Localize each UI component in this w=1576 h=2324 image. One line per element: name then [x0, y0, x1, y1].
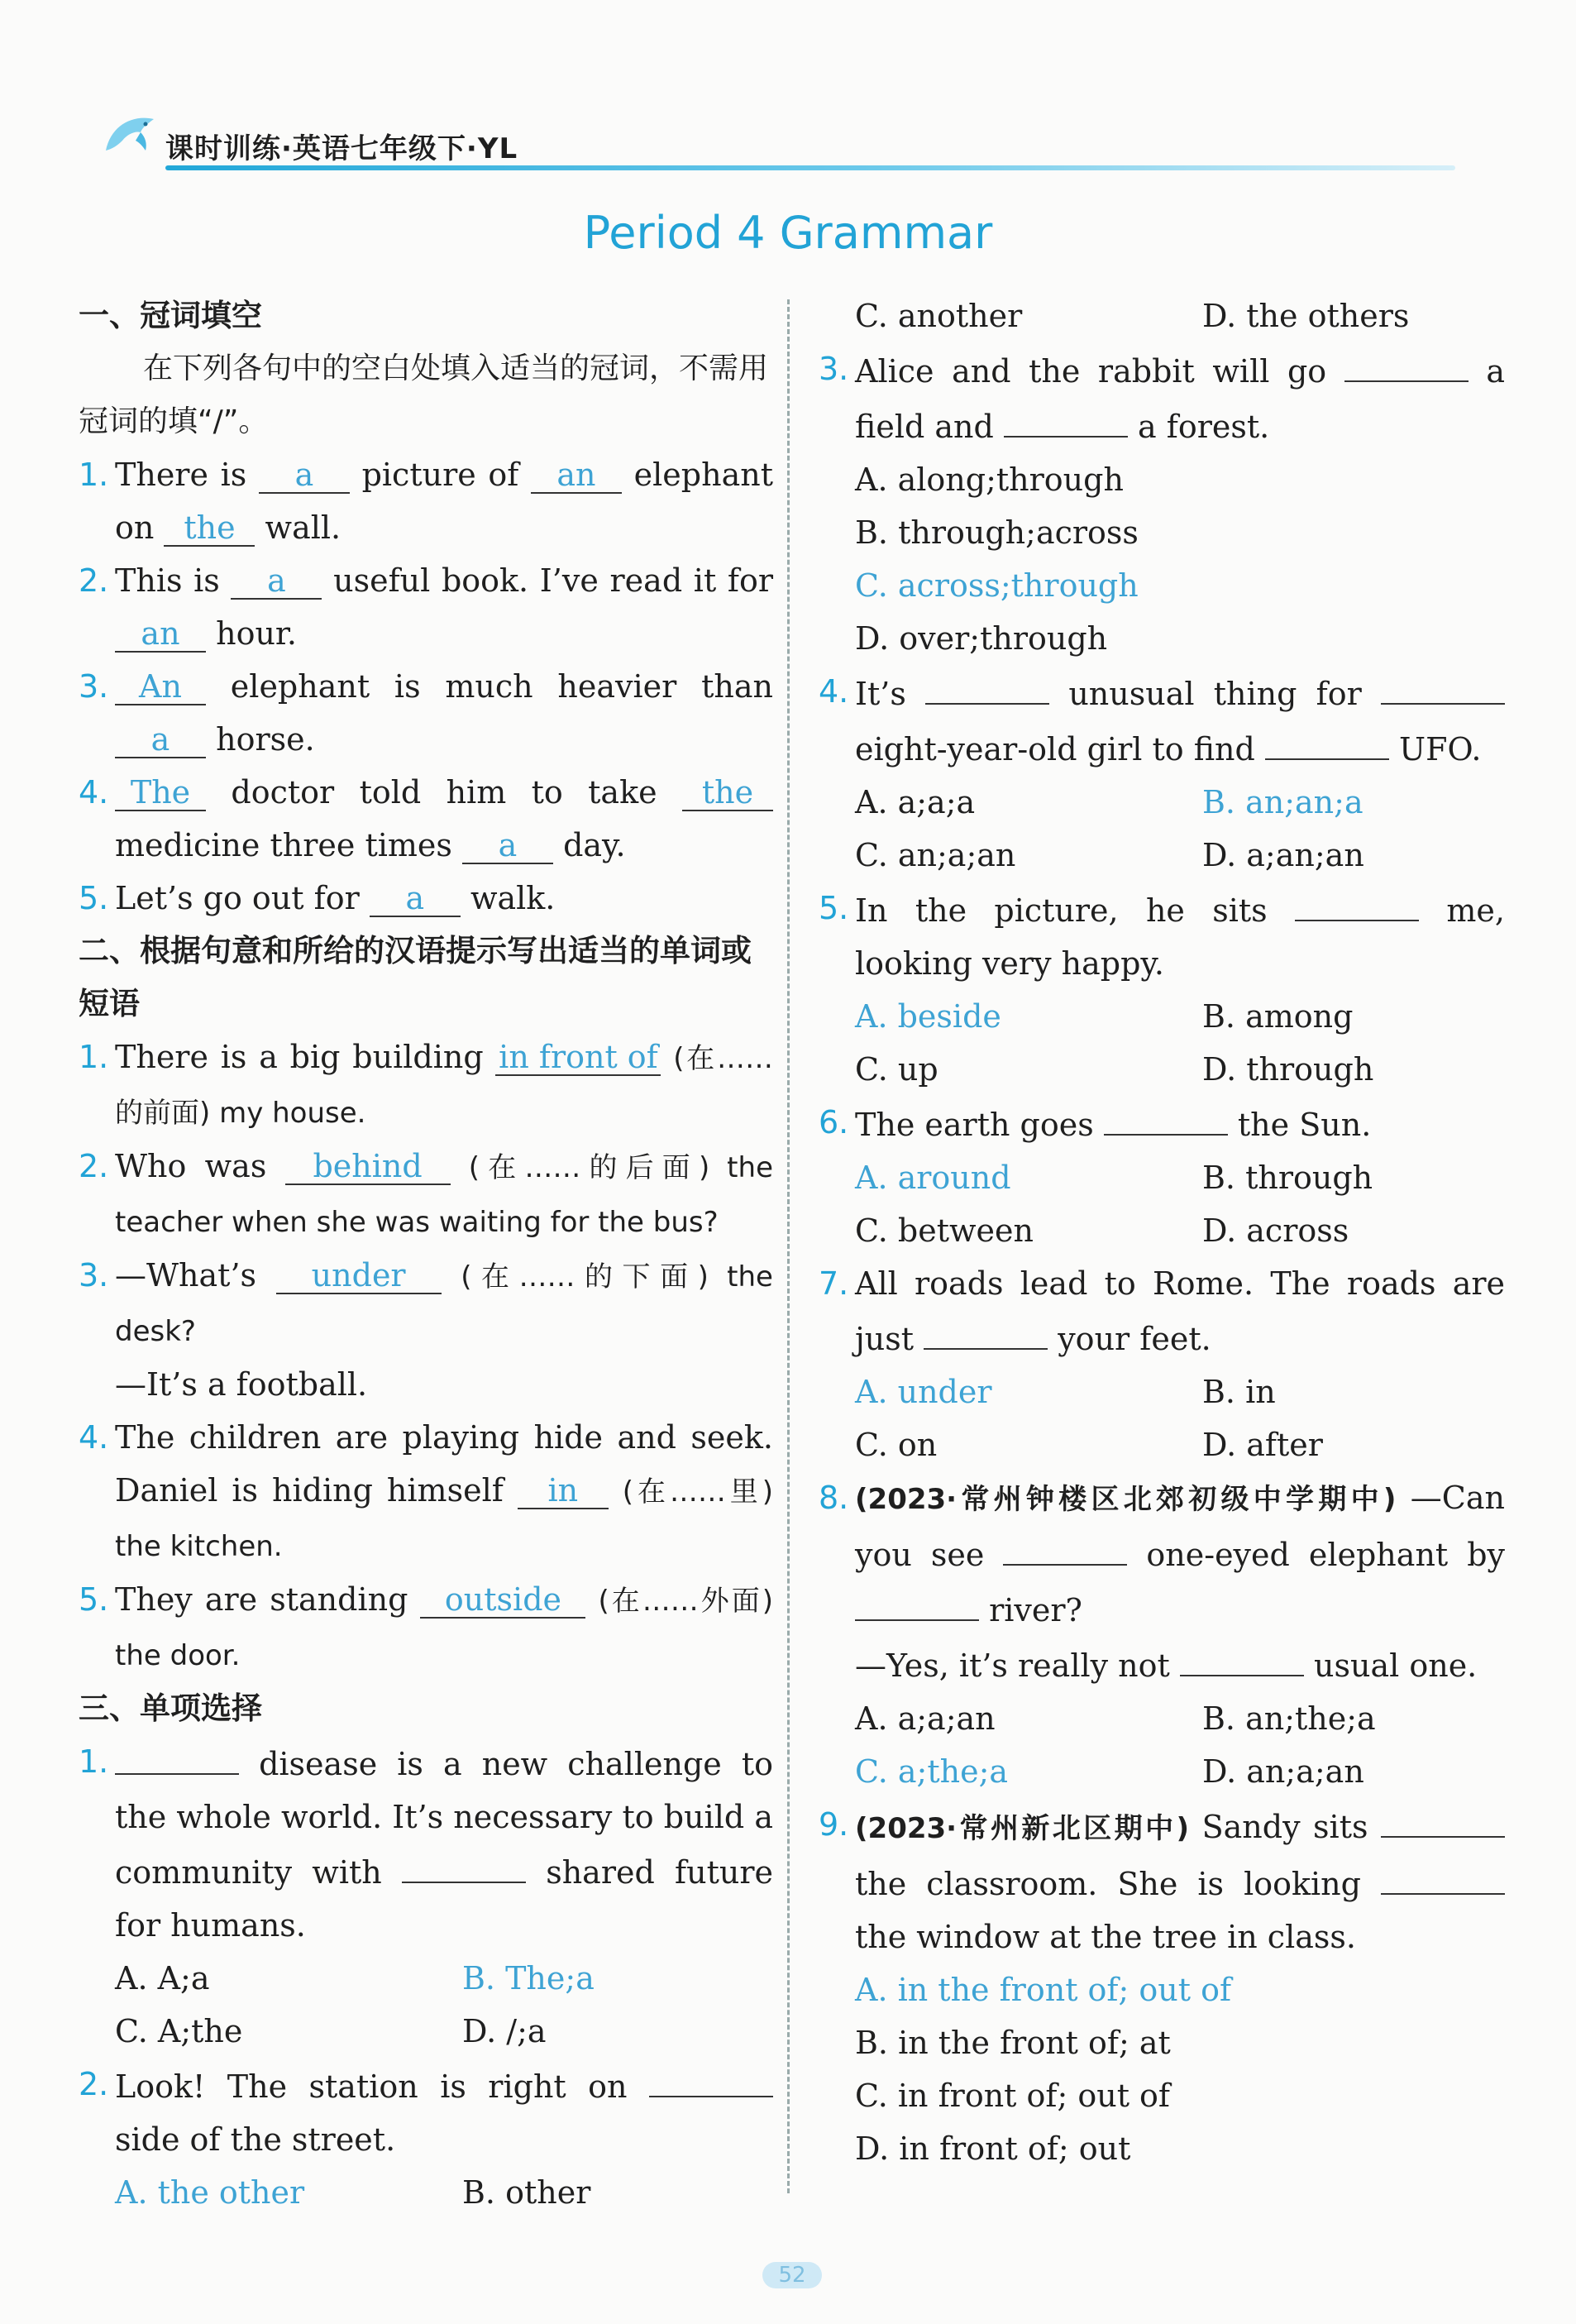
- option-c[interactable]: C. in front of; out of: [855, 2078, 1170, 2114]
- option-a-correct[interactable]: A. the other: [115, 2174, 305, 2211]
- s1-question-2: [79, 554, 773, 660]
- option-c-correct[interactable]: C. a;the;a: [855, 1753, 1009, 1790]
- answer-blank[interactable]: under: [276, 1255, 442, 1294]
- right-column: [819, 289, 1505, 2175]
- section1-heading: 一、冠词填空: [79, 298, 262, 333]
- question-number: 2.: [79, 562, 109, 599]
- question-text: They are standing: [115, 1581, 408, 1618]
- option-a[interactable]: A. along;through: [855, 461, 1124, 498]
- s3-question-1: [79, 1735, 773, 1952]
- answer-blank[interactable]: The: [115, 772, 206, 811]
- question-text: usual one.: [1314, 1647, 1478, 1684]
- option-d[interactable]: D. in front of; out: [855, 2130, 1131, 2167]
- answer-blank[interactable]: An: [115, 666, 206, 705]
- answer-blank[interactable]: a: [231, 560, 322, 600]
- question-text: Who was: [115, 1148, 267, 1184]
- option-a[interactable]: A. a;a;an: [855, 1700, 996, 1737]
- question-text: the classroom. She is looking: [855, 1866, 1361, 1902]
- left-column: [79, 289, 773, 2219]
- dolphin-icon: [99, 108, 165, 165]
- question-text: me, looking very happy.: [855, 892, 1505, 982]
- question-text: disease is a new challenge to the whole world. It’s necessary to build a community with: [115, 1746, 773, 1891]
- answer-blank[interactable]: an: [531, 454, 622, 494]
- answer-blank[interactable]: outside: [420, 1579, 585, 1619]
- question-text: elephant on: [115, 457, 773, 546]
- question-source: (2023·常州钟楼区北郊初级中学期中): [855, 1483, 1397, 1516]
- question-text: side of the street.: [115, 2121, 396, 2158]
- s3-question-4: [819, 665, 1505, 776]
- s3-question-8: [819, 1471, 1505, 1692]
- answer-blank[interactable]: [1295, 882, 1419, 921]
- question-number: 3.: [79, 1257, 109, 1294]
- answer-blank[interactable]: [855, 1581, 979, 1621]
- question-text: eight-year-old girl to find: [855, 731, 1255, 767]
- answer-blank[interactable]: [1381, 1798, 1505, 1838]
- question-text: a forest.: [1138, 409, 1270, 445]
- option-c[interactable]: C. between: [855, 1212, 1034, 1249]
- section1-instruction: 在下列各句中的空白处填入适当的冠词，不需用冠词的填“/”。: [79, 351, 769, 438]
- question-text: There is: [115, 457, 247, 493]
- answer-blank[interactable]: [925, 665, 1049, 705]
- option-d[interactable]: D. across: [1202, 1212, 1349, 1249]
- question-text: (在……里) the kitchen.: [115, 1475, 773, 1563]
- s3-question-9: [819, 1798, 1505, 1963]
- question-text: In the picture, he sits: [855, 892, 1268, 929]
- answer-blank[interactable]: the: [682, 772, 773, 811]
- s3-question-5: [819, 882, 1505, 990]
- option-a-correct[interactable]: A. around: [855, 1160, 1011, 1196]
- question-number: 3.: [79, 668, 109, 705]
- question-text: wall.: [265, 509, 341, 546]
- question-number: 3.: [819, 351, 849, 387]
- answer-blank[interactable]: [1344, 342, 1469, 382]
- answer-blank[interactable]: [1381, 665, 1505, 705]
- answer-blank[interactable]: [1381, 1855, 1505, 1895]
- question-number: 9.: [819, 1806, 849, 1843]
- question-text: shared future for humans.: [115, 1854, 773, 1944]
- column-divider: [787, 299, 790, 2193]
- s1-question-4: [79, 766, 773, 872]
- answer-blank[interactable]: behind: [285, 1145, 451, 1185]
- question-text: unusual thing for: [1068, 676, 1362, 712]
- question-number: 5.: [79, 880, 109, 916]
- question-text: This is: [115, 562, 220, 599]
- option-a[interactable]: A. A;a: [115, 1960, 210, 1996]
- options: [819, 289, 1505, 342]
- s2-question-4: [79, 1411, 773, 1573]
- question-text: —It’s a football.: [115, 1366, 368, 1403]
- option-d[interactable]: D. after: [1202, 1427, 1323, 1463]
- question-number: 1.: [79, 1039, 109, 1075]
- options: [819, 990, 1505, 1096]
- answer-blank[interactable]: [1104, 1096, 1228, 1136]
- question-text: river?: [989, 1592, 1082, 1628]
- options: [79, 2166, 773, 2219]
- question-number: 1.: [79, 1743, 109, 1780]
- question-number: 2.: [79, 2066, 109, 2102]
- s3-question-7: [819, 1257, 1505, 1365]
- question-text: —Yes, it’s really not: [855, 1647, 1170, 1684]
- question-source: (2023·常州新北区期中): [855, 1812, 1190, 1845]
- options: [819, 776, 1505, 882]
- question-text: UFO.: [1399, 731, 1482, 767]
- page-number: 52: [762, 2262, 822, 2288]
- option-c[interactable]: C. up: [855, 1051, 938, 1088]
- question-number: 2.: [79, 1148, 109, 1184]
- question-text: the Sun.: [1237, 1107, 1372, 1143]
- question-text: the window at the tree in class.: [855, 1919, 1356, 1955]
- option-b-correct[interactable]: B. The;a: [462, 1960, 595, 1996]
- option-b[interactable]: B. in: [1202, 1374, 1276, 1410]
- answer-blank[interactable]: [1003, 1526, 1127, 1566]
- question-text: Sandy sits: [1201, 1809, 1368, 1845]
- header-title: 课时训练·英语七年级下·YL: [165, 132, 518, 165]
- options: [819, 1365, 1505, 1471]
- question-text: (在……的后面) the teacher when she was waiting for the bus?: [115, 1151, 773, 1239]
- question-text: Let’s go out for: [115, 880, 360, 916]
- question-text: The children are playing hide and seek. Daniel is hiding himself: [115, 1419, 773, 1509]
- answer-blank[interactable]: a: [370, 877, 461, 917]
- question-number: 5.: [819, 890, 849, 926]
- question-number: 6.: [819, 1104, 849, 1140]
- option-a-correct[interactable]: A. in the front of; out of: [855, 1972, 1232, 2008]
- option-c-correct[interactable]: C. across;through: [855, 567, 1139, 604]
- question-text: All roads lead to Rome. The roads are just: [855, 1265, 1505, 1357]
- question-number: 8.: [819, 1480, 849, 1516]
- question-text: picture of: [361, 457, 519, 493]
- question-text: a field and: [855, 353, 1505, 445]
- answer-blank[interactable]: [924, 1310, 1048, 1350]
- question-number: 4.: [819, 673, 849, 710]
- s3-question-6: [819, 1096, 1505, 1151]
- question-text: medicine three times: [115, 827, 452, 863]
- section2-heading: 二、根据句意和所给的汉语提示写出适当的单词或短语: [79, 933, 752, 1021]
- answer-blank[interactable]: [1004, 398, 1128, 438]
- option-d[interactable]: D. a;an;an: [1202, 837, 1364, 873]
- question-text: It’s: [855, 676, 906, 712]
- page-header: [99, 108, 1455, 182]
- question-text: —What’s: [115, 1257, 257, 1294]
- question-number: 5.: [79, 1581, 109, 1618]
- answer-blank[interactable]: [1265, 720, 1389, 760]
- answer-blank[interactable]: a: [462, 825, 553, 864]
- question-text: hour.: [216, 615, 297, 652]
- option-d[interactable]: D. over;through: [855, 620, 1108, 657]
- s2-question-2: [79, 1140, 773, 1249]
- options: [819, 1692, 1505, 1798]
- option-b[interactable]: B. in the front of; at: [855, 2025, 1171, 2061]
- option-a-correct[interactable]: A. beside: [855, 998, 1001, 1035]
- option-d[interactable]: D. an;a;an: [1202, 1753, 1364, 1790]
- option-d[interactable]: D. through: [1202, 1051, 1374, 1088]
- option-a-correct[interactable]: A. under: [855, 1374, 992, 1410]
- answer-blank[interactable]: the: [164, 507, 255, 547]
- s2-question-5: [79, 1573, 773, 1682]
- s1-question-5: [79, 872, 773, 925]
- s2-question-1: [79, 1030, 773, 1140]
- options: [819, 1963, 1505, 2175]
- question-text: (在……的下面) the desk?: [115, 1260, 773, 1348]
- s1-question-3: [79, 660, 773, 766]
- option-b[interactable]: B. through: [1202, 1160, 1373, 1196]
- option-c[interactable]: C. an;a;an: [855, 837, 1016, 873]
- option-b-correct[interactable]: B. an;an;a: [1202, 784, 1363, 820]
- options: [819, 453, 1505, 665]
- option-c[interactable]: C. A;the: [115, 2013, 243, 2049]
- s1-question-1: [79, 448, 773, 554]
- question-text: Look! The station is right on: [115, 2068, 628, 2105]
- options: [79, 1952, 773, 2058]
- question-text: useful book. I’ve read it for: [333, 562, 773, 599]
- section3-heading: 三、单项选择: [79, 1690, 262, 1726]
- question-text: your feet.: [1058, 1321, 1211, 1357]
- answer-blank[interactable]: a: [115, 719, 206, 758]
- answer-blank[interactable]: an: [115, 613, 206, 653]
- answer-blank[interactable]: [115, 1735, 239, 1775]
- option-b[interactable]: B. other: [462, 2174, 591, 2211]
- option-d[interactable]: D. /;a: [462, 2013, 547, 2049]
- option-c[interactable]: C. on: [855, 1427, 938, 1463]
- option-b[interactable]: B. an;the;a: [1202, 1700, 1376, 1737]
- option-a[interactable]: A. a;a;a: [855, 784, 976, 820]
- answer-blank[interactable]: in front of: [495, 1036, 661, 1076]
- s3-question-3: [819, 342, 1505, 453]
- question-text: There is a big building: [115, 1039, 484, 1075]
- question-number: 1.: [79, 457, 109, 493]
- question-text: doctor told him to take: [231, 774, 657, 811]
- question-text: day.: [563, 827, 626, 863]
- answer-blank[interactable]: [649, 2058, 773, 2097]
- answer-blank[interactable]: a: [259, 454, 350, 494]
- option-b[interactable]: B. among: [1202, 998, 1354, 1035]
- options: [819, 1151, 1505, 1257]
- question-number: 4.: [79, 1419, 109, 1456]
- question-number: 4.: [79, 774, 109, 811]
- page-title: Period 4 Grammar: [583, 207, 993, 259]
- answer-blank[interactable]: [402, 1843, 526, 1883]
- option-c[interactable]: C. another: [855, 298, 1023, 334]
- s3-question-2: [79, 2058, 773, 2166]
- answer-blank[interactable]: [1180, 1637, 1304, 1676]
- option-d[interactable]: D. the others: [1202, 298, 1410, 334]
- question-text: horse.: [216, 721, 315, 758]
- option-b[interactable]: B. through;across: [855, 514, 1139, 551]
- question-text: —Can you see: [855, 1480, 1505, 1573]
- question-text: The earth goes: [855, 1107, 1094, 1143]
- question-text: Alice and the rabbit will go: [855, 353, 1327, 390]
- question-text: elephant is much heavier than: [230, 668, 773, 705]
- question-text: one-eyed elephant by: [1146, 1537, 1505, 1573]
- question-text: (在……的前面) my house.: [115, 1042, 773, 1130]
- question-number: 7.: [819, 1265, 849, 1302]
- question-text: walk.: [470, 880, 556, 916]
- s2-question-3: [79, 1249, 773, 1411]
- answer-blank[interactable]: in: [518, 1470, 609, 1509]
- header-rule: [165, 165, 1455, 170]
- question-text: (在……外面) the door.: [115, 1585, 773, 1672]
